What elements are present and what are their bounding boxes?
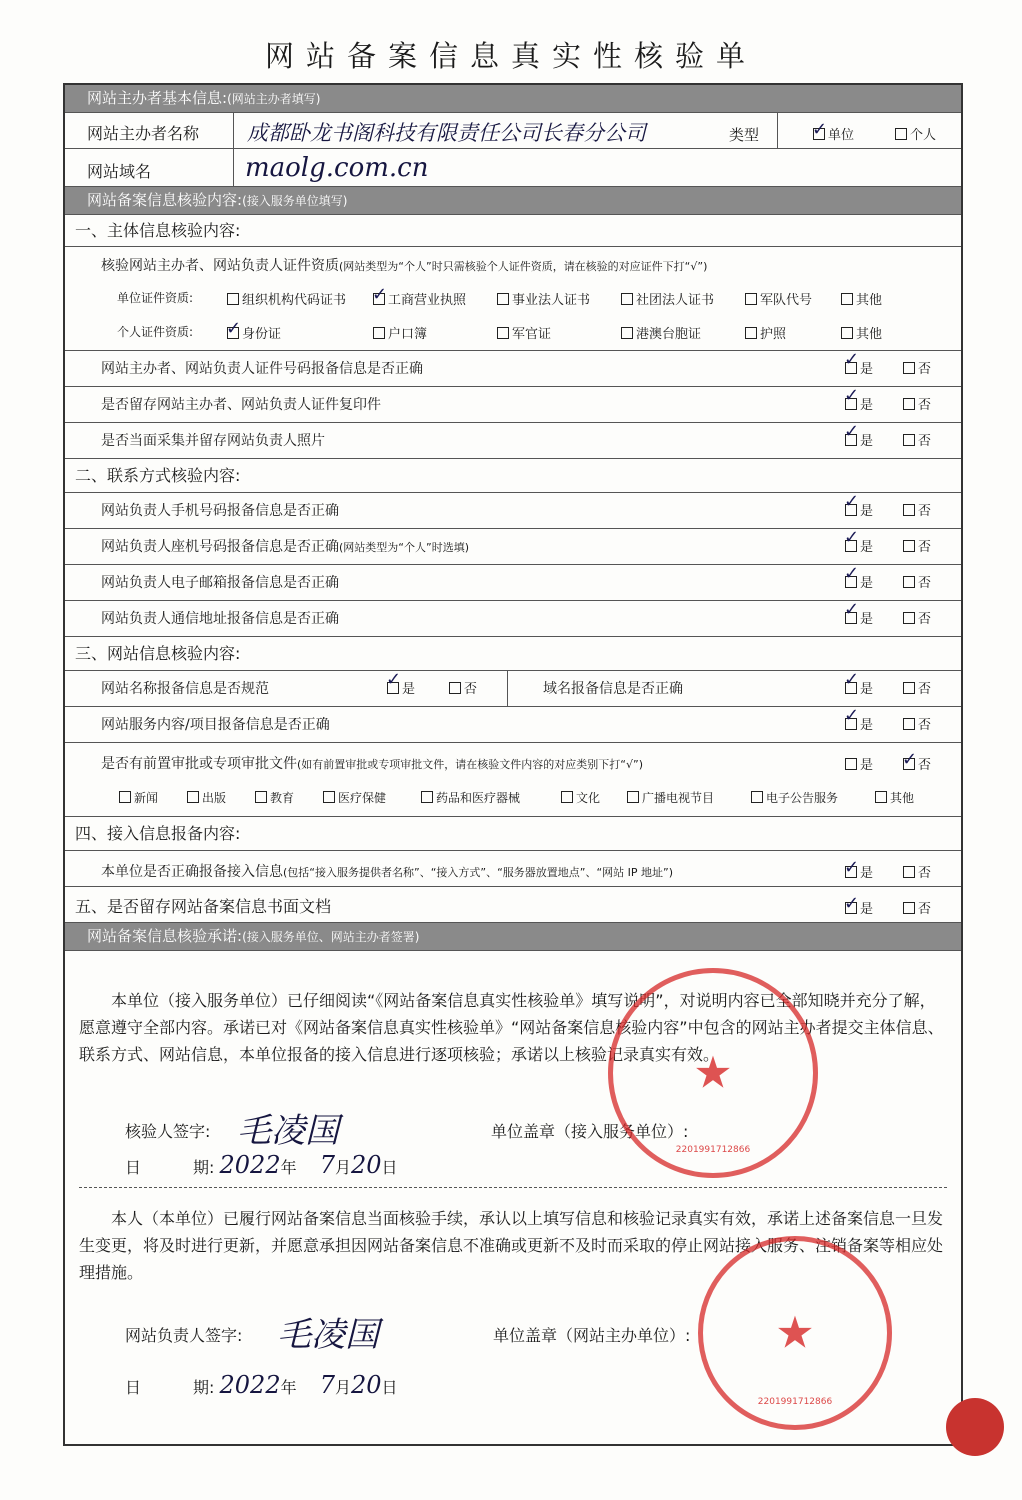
section-4-heading: 四、接入信息报备内容: xyxy=(65,817,961,851)
type-person-option[interactable]: 个人 xyxy=(895,124,936,143)
yes-option[interactable]: ✓ 是 xyxy=(845,898,873,917)
owner-sign-label: 网站负责人签字: xyxy=(125,1326,243,1345)
no-option[interactable]: 否 xyxy=(903,862,931,881)
s1-q2-row: 是否留存网站主办者、网站负责人证件复印件 ✓ 是 否 xyxy=(65,387,961,423)
corner-seal-icon xyxy=(946,1398,1004,1456)
promise-banner xyxy=(65,923,961,951)
approval-question: 是否有前置审批或专项审批文件 xyxy=(101,756,297,772)
yes-option[interactable]: ✓ 是 xyxy=(845,682,873,697)
no-option[interactable]: 否 xyxy=(903,682,931,697)
domain-value: maolg.com.cn xyxy=(245,153,429,183)
verify-banner xyxy=(65,187,961,215)
section-2-heading: 二、联系方式核验内容: xyxy=(65,459,961,493)
no-option[interactable]: 否 xyxy=(903,434,931,449)
divider xyxy=(79,1187,947,1188)
person-cert-2[interactable]: 军官证 xyxy=(497,323,551,342)
unit-cert-5[interactable]: 其他 xyxy=(841,289,882,308)
cat-0[interactable]: 新闻 xyxy=(119,789,158,806)
person-cert-1[interactable]: 户口簿 xyxy=(373,323,427,342)
cert-note: (网站类型为“个人”时只需核验个人证件资质，请在核验的对应证件下打“√”) xyxy=(339,260,708,273)
yes-option[interactable]: 是 xyxy=(845,754,873,773)
s2-q1-row: 网站负责人手机号码报备信息是否正确 ✓ 是 否 xyxy=(65,493,961,529)
unit-cert-1[interactable]: ✓ 工商营业执照 xyxy=(373,289,466,308)
cat-1[interactable]: 出版 xyxy=(187,789,226,806)
owner-signature: 毛凌国 xyxy=(277,1315,379,1355)
banner-note: (接入服务单位填写) xyxy=(242,194,348,208)
s2-q4-row: 网站负责人通信地址报备信息是否正确 ✓ 是 否 xyxy=(65,601,961,637)
stamp-number: 2201991712866 xyxy=(757,1397,833,1407)
type-label: 类型 xyxy=(729,126,760,144)
s4-q1-row: 本单位是否正确报备接入信息(包括“接入服务提供者名称”、“接入方式”、“服务器放置地点”、“网站 IP 地址”) ✓ 是 否 xyxy=(65,851,961,887)
no-option[interactable]: 否 xyxy=(903,576,931,591)
yes-option[interactable]: ✓ 是 xyxy=(845,862,873,881)
no-option[interactable]: ✓ 否 xyxy=(903,754,931,773)
person-cert-4[interactable]: 护照 xyxy=(745,323,786,342)
approval-note: (如有前置审批或专项审批文件，请在核验文件内容的对应类别下打“√”) xyxy=(297,758,643,771)
s3-q3-block xyxy=(65,743,961,817)
type-unit-option[interactable]: ✓ 单位 xyxy=(813,124,854,143)
checkbox[interactable] xyxy=(895,128,907,140)
star-icon: ★ xyxy=(775,1307,815,1359)
no-option[interactable]: 否 xyxy=(903,898,931,917)
cert-question: 核验网站主办者、网站负责人证件资质 xyxy=(101,258,339,274)
basic-info-banner xyxy=(65,85,961,113)
promise-paragraph-1: 本单位（接入服务单位）已仔细阅读“《网站备案信息真实性核验单》填写说明”，对说明内容已全部知晓并充分了解，愿意遵守全部内容。承诺已对《网站备案信息真实性核验单》“网站备案信息核验内容”中包含的网站主办者提交主体信息、联系方式、网站信息，本单位报备的接入信息进行逐项核验；承诺以上核验记录真实有效。 xyxy=(79,991,944,1064)
banner-note: (网站主办者填写) xyxy=(227,92,321,106)
section-1-heading: 一、主体信息核验内容: xyxy=(65,215,961,247)
banner-note: (接入服务单位、网站主办者签署) xyxy=(242,930,420,944)
date-row-2: 日 期: 2022年 7月20日 xyxy=(125,1371,398,1399)
cat-3[interactable]: 医疗保健 xyxy=(323,789,386,806)
owner-unit-seal-label: 单位盖章（网站主办单位）: xyxy=(493,1326,691,1345)
cat-2[interactable]: 教育 xyxy=(255,789,294,806)
unit-cert-3[interactable]: 社团法人证书 xyxy=(621,289,714,308)
company-stamp-2 xyxy=(698,1236,892,1430)
unit-cert-0[interactable]: 组织机构代码证书 xyxy=(227,289,346,308)
banner-title: 网站主办者基本信息: xyxy=(87,89,228,107)
cat-7[interactable]: 电子公告服务 xyxy=(751,789,838,806)
banner-title: 网站备案信息核验内容: xyxy=(87,191,243,209)
s3-q1-row: 网站名称报备信息是否规范 ✓ 是 否 域名报备信息是否正确 ✓ 是 否 xyxy=(65,671,961,707)
yes-option[interactable]: ✓ 是 xyxy=(387,682,415,697)
cat-5[interactable]: 文化 xyxy=(561,789,600,806)
date-row-1: 日 期: 2022年 7月20日 xyxy=(125,1151,398,1179)
s2-q2-row: 网站负责人座机号码报备信息是否正确(网站类型为“个人”时选填) ✓ 是 否 xyxy=(65,529,961,565)
person-cert-label: 个人证件资质: xyxy=(117,325,194,339)
verifier-sign-label: 核验人签字: xyxy=(125,1122,211,1141)
cat-6[interactable]: 广播电视节目 xyxy=(627,789,714,806)
cat-4[interactable]: 药品和医疗器械 xyxy=(421,789,520,806)
unit-cert-2[interactable]: 事业法人证书 xyxy=(497,289,590,308)
no-option[interactable]: 否 xyxy=(903,504,931,519)
person-cert-0[interactable]: ✓ 身份证 xyxy=(227,323,281,342)
no-option[interactable]: 否 xyxy=(903,540,931,555)
yes-option[interactable]: ✓ 是 xyxy=(845,576,873,591)
banner-title: 网站备案信息核验承诺: xyxy=(87,927,243,945)
yes-option[interactable]: ✓ 是 xyxy=(845,540,873,555)
cat-8[interactable]: 其他 xyxy=(875,789,914,806)
owner-name-value: 成都卧龙书阁科技有限责任公司长春分公司 xyxy=(247,121,646,145)
unit-cert-label: 单位证件资质: xyxy=(117,291,194,305)
owner-name-label: 网站主办者名称 xyxy=(87,124,200,143)
no-option[interactable]: 否 xyxy=(903,398,931,413)
section-5-row xyxy=(65,887,961,923)
domain-check-label: 域名报备信息是否正确 xyxy=(543,681,683,697)
section-5-heading: 五、是否留存网站备案信息书面文档 xyxy=(75,897,332,916)
company-stamp-1 xyxy=(608,968,818,1178)
no-option[interactable]: 否 xyxy=(903,612,931,627)
yes-option[interactable]: ✓ 是 xyxy=(845,718,873,733)
access-unit-seal-label: 单位盖章（接入服务单位）: xyxy=(491,1122,689,1141)
section-3-heading: 三、网站信息核验内容: xyxy=(65,637,961,671)
document-title: 网站备案信息真实性核验单 xyxy=(264,39,757,73)
yes-option[interactable]: ✓ 是 xyxy=(845,612,873,627)
yes-option[interactable]: ✓ 是 xyxy=(845,504,873,519)
s3-q2-row: 网站服务内容/项目报备信息是否正确 ✓ 是 否 xyxy=(65,707,961,743)
person-cert-3[interactable]: 港澳台胞证 xyxy=(621,323,701,342)
yes-option[interactable]: ✓ 是 xyxy=(845,434,873,449)
promise-paragraph-2: 本人（本单位）已履行网站备案信息当面核验手续，承认以上填写信息和核验记录真实有效，承诺上述备案信息一旦发生变更，将及时进行更新，并愿意承担因网站备案信息不准确或更新不及时而采取的停止网站接入服务、注销备案等相应处理措施。 xyxy=(79,1209,944,1282)
unit-cert-4[interactable]: 军队代号 xyxy=(745,289,812,308)
s2-q3-row: 网站负责人电子邮箱报备信息是否正确 ✓ 是 否 xyxy=(65,565,961,601)
domain-label: 网站域名 xyxy=(87,162,152,181)
yes-option[interactable]: ✓ 是 xyxy=(845,398,873,413)
verifier-signature: 毛凌国 xyxy=(237,1111,339,1151)
no-option[interactable]: 否 xyxy=(903,718,931,733)
domain-row xyxy=(65,149,961,187)
cert-block xyxy=(65,247,961,351)
s1-q1-row: 网站主办者、网站负责人证件号码报备信息是否正确 ✓ 是 否 xyxy=(65,351,961,387)
checkbox-checked[interactable] xyxy=(813,128,825,140)
stamp-number: 2201991712866 xyxy=(675,1145,751,1155)
no-option[interactable]: 否 xyxy=(903,362,931,377)
no-option[interactable]: 否 xyxy=(449,682,477,697)
owner-name-row xyxy=(65,113,961,149)
yes-option[interactable]: ✓ 是 xyxy=(845,362,873,377)
star-icon: ★ xyxy=(693,1047,733,1099)
s1-q3-row: 是否当面采集并留存网站负责人照片 ✓ 是 否 xyxy=(65,423,961,459)
person-cert-5[interactable]: 其他 xyxy=(841,323,882,342)
